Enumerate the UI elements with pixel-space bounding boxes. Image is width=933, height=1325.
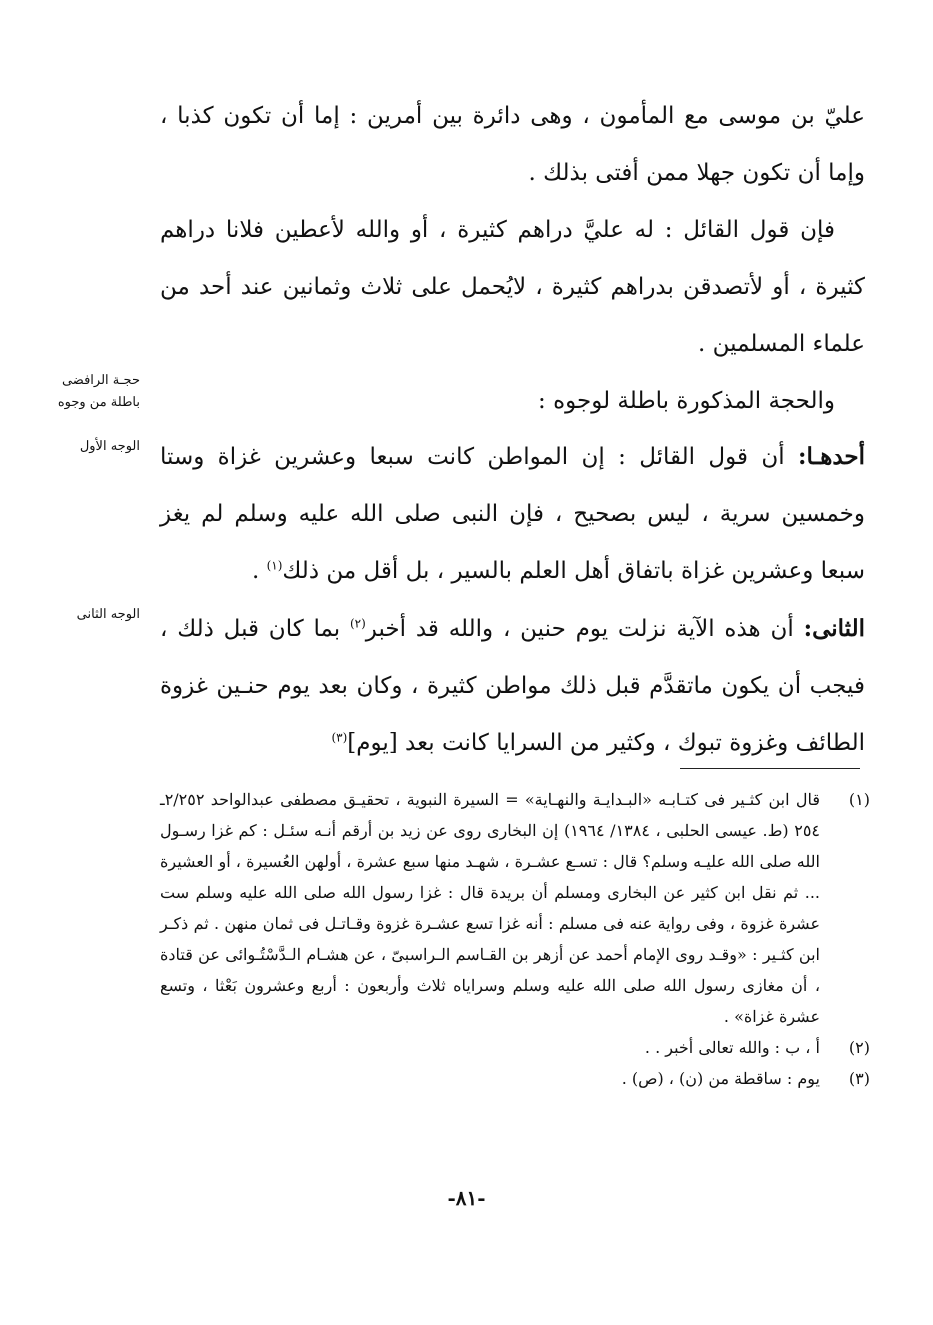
footnote-ref-3: (٣) <box>331 730 348 745</box>
point-second-lead: الثانى: <box>803 615 865 642</box>
margin-note-second: الوجه الثانى <box>76 607 140 622</box>
footnote-2 <box>160 1032 870 1063</box>
point-first-end: . <box>251 558 267 584</box>
footnote-divider <box>680 768 860 769</box>
margin-note-first: الوجه الأول <box>79 439 140 454</box>
page-number: -٨١- <box>447 1186 486 1210</box>
footnote-text: أ ، ب : والله تعالى أخبر . . <box>644 1038 820 1057</box>
margin-note-argument: حجـة الرافضى باطلة من وجوه <box>57 373 140 410</box>
point-first-lead: أحدهـا: <box>797 443 866 470</box>
footnote-text: قال ابن كثـير فى كتـابـه «البـدايـة والنهـاية» = السيرة النبوية ، تحقيـق مصطفى عبدالواحد ٢/٢٥٢ـ ٢٥٤ (ط. عيسى الحلبى ، ١٣٨٤/ ١٩٦٤) إن البخارى روى عن زيد بن أرقم أنـه سئـل : كم غزا رسـول الله صلى الله عليـه وسلم؟ قال : تسـع عشـرة ، شهـد منها سبع عشرة ، أولهن العُسيرة ، أو العشيرة ... ثم نقل ابن كثير عن البخارى ومسلم أن بريدة قال : غزا رسول الله صلى الله عليه وسلم ست عشرة غزوة ، وفى رواية عنه فى مسلم : أنه غزا تسع عشـرة غزوة وقـاتـل فى ثمان منهن . ثم ذكـر ابن كثـير : «وقـد روى الإمام أحمد عن أزهر بن القـاسم الـراسبىّ ، عن هشـام الـدَّسْتُـوائى عن قتادة ، أن مغازى رسول الله صلى الله عليه وسلم وسراياه ثلاث وأربعون : أربع وعشرون بَعْثا ، وتسع عشرة غزاة» . <box>160 790 821 1026</box>
point-first-text: أن قول القائل : إن المواطن كانت سبعا وعشرين غزاة وستا وخمسين سرية ، ليس بصحيح ، فإن النبى صلى الله عليه وسلم لم يغز سبعا وعشرين غزاة باتفاق أهل العلم بالسير ، بل أقل من ذلك <box>160 444 865 584</box>
main-text-upper <box>160 88 865 430</box>
footnote-ref-2: (٢) <box>349 616 366 631</box>
paragraph-2: فإن قول القائل : له عليَّ دراهم كثيرة ، أو والله لأعطين فلانا دراهم كثيرة ، أو لأتصدقن بدراهم كثيرة ، لايُحمل على ثلاث وثمانين عند أحد من علماء المسلمين . <box>160 217 865 357</box>
footnote-text: يوم : ساقطة من (ن) ، (ص) . <box>621 1069 820 1088</box>
point-second <box>160 600 865 772</box>
footnote-1 <box>160 784 870 1032</box>
footnote-number: (٣) <box>848 1069 870 1088</box>
main-text-lower <box>160 428 865 772</box>
footnote-3 <box>160 1063 870 1094</box>
point-second-text-b: بما كان قبل ذلك ، فيجب أن يكون ماتقدَّم قبل ذلك مواطن كثيرة ، وكان بعد يوم حنـين غزوة الطائف وغزوة تبوك ، وكثير من السرايا كانت بعد [يوم] <box>160 616 865 756</box>
point-second-text-a: أن هذه الآية نزلت يوم حنين ، والله قد أخبر <box>365 616 794 642</box>
point-first <box>160 428 865 600</box>
footnote-ref-1: (١) <box>266 558 283 573</box>
paragraph-3: والحجة المذكورة باطلة لوجوه : <box>538 388 835 414</box>
footnotes <box>160 784 870 1094</box>
paragraph-1: عليّ بن موسى مع المأمون ، وهى دائرة بين أمرين : إما أن تكون كذبا ، وإما أن تكون جهلا ممن أفتى بذلك . <box>160 103 865 186</box>
footnote-number: (٢) <box>848 1038 870 1057</box>
footnote-number: (١) <box>848 790 870 809</box>
